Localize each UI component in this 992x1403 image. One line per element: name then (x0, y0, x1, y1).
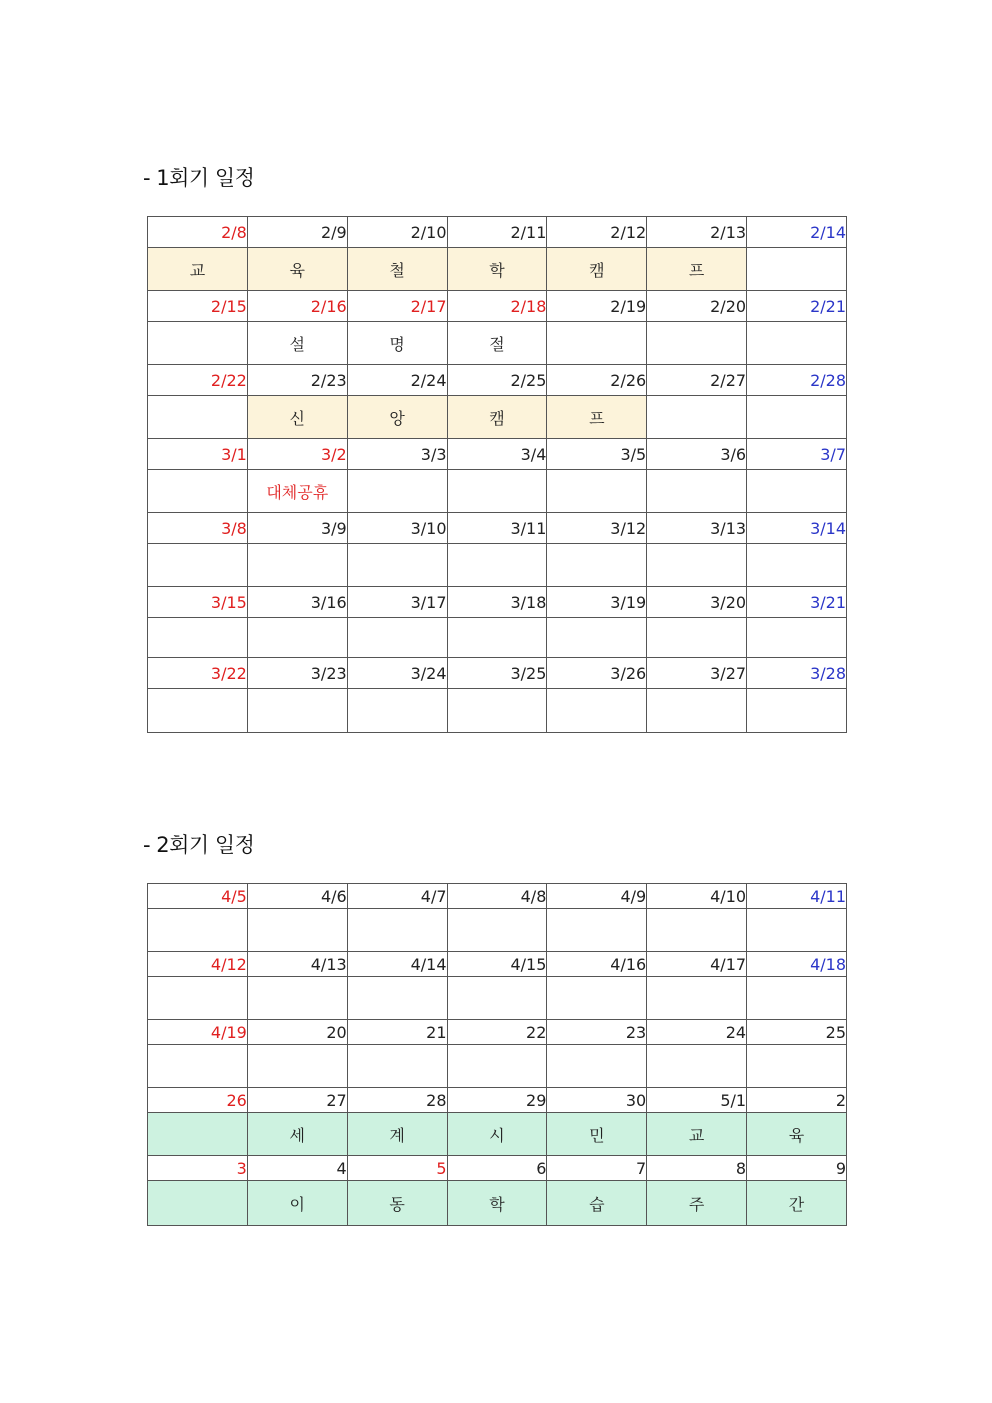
event-label: 대체공휴 (266, 482, 329, 502)
event-row (148, 396, 847, 439)
date-cell: 2/25 (447, 365, 547, 396)
date-row (148, 1088, 847, 1113)
date-cell: 3/1 (148, 439, 248, 470)
event-cell: 육 (747, 1113, 847, 1156)
date-cell: 4/6 (247, 884, 347, 909)
date-cell: 28 (347, 1088, 447, 1113)
date-cell: 3/10 (347, 513, 447, 544)
event-row (148, 248, 847, 291)
event-cell (747, 1045, 847, 1088)
event-cell: 주 (647, 1181, 747, 1226)
date-cell: 4/11 (747, 884, 847, 909)
event-cell: 계 (347, 1113, 447, 1156)
event-cell (148, 1181, 248, 1226)
event-cell: 학 (447, 1181, 547, 1226)
date-cell: 20 (247, 1020, 347, 1045)
event-row (148, 909, 847, 952)
date-cell: 3/12 (547, 513, 647, 544)
event-row (148, 1113, 847, 1156)
date-cell: 2/15 (148, 291, 248, 322)
date-cell: 24 (647, 1020, 747, 1045)
date-cell: 2/27 (647, 365, 747, 396)
event-cell (447, 544, 547, 587)
event-cell (747, 544, 847, 587)
event-cell: 신 (247, 396, 347, 439)
date-row (148, 365, 847, 396)
event-cell (148, 689, 248, 733)
event-cell (247, 618, 347, 658)
date-cell: 2/8 (148, 217, 248, 248)
event-cell (747, 248, 847, 291)
event-cell (547, 689, 647, 733)
date-row (148, 884, 847, 909)
event-cell (247, 977, 347, 1020)
event-cell (347, 544, 447, 587)
event-cell: 이 (247, 1181, 347, 1226)
date-cell: 22 (447, 1020, 547, 1045)
date-cell: 3/28 (747, 658, 847, 689)
date-cell: 4/14 (347, 952, 447, 977)
event-cell (447, 470, 547, 513)
date-cell: 3/15 (148, 587, 248, 618)
event-cell: 육 (247, 248, 347, 291)
event-cell (647, 1045, 747, 1088)
date-cell: 3/4 (447, 439, 547, 470)
date-cell: 5 (347, 1156, 447, 1181)
date-cell: 2/23 (247, 365, 347, 396)
event-cell: 캠 (447, 396, 547, 439)
event-cell (347, 689, 447, 733)
event-cell (347, 977, 447, 1020)
event-cell: 명 (347, 322, 447, 365)
event-cell (647, 322, 747, 365)
date-cell: 3/16 (247, 587, 347, 618)
event-cell (747, 977, 847, 1020)
event-cell (447, 689, 547, 733)
event-cell: 프 (647, 248, 747, 291)
event-cell: 민 (547, 1113, 647, 1156)
date-cell: 3/23 (247, 658, 347, 689)
date-cell: 2/20 (647, 291, 747, 322)
date-cell: 2/12 (547, 217, 647, 248)
date-cell: 4/15 (447, 952, 547, 977)
date-cell: 4/17 (647, 952, 747, 977)
event-cell: 시 (447, 1113, 547, 1156)
event-cell: 간 (747, 1181, 847, 1226)
date-cell: 4/19 (148, 1020, 248, 1045)
date-cell: 29 (447, 1088, 547, 1113)
event-cell (148, 544, 248, 587)
event-cell (148, 618, 248, 658)
date-cell: 3/7 (747, 439, 847, 470)
date-cell: 4/12 (148, 952, 248, 977)
event-row (148, 689, 847, 733)
event-cell (447, 977, 547, 1020)
event-cell (148, 396, 248, 439)
date-cell: 3/20 (647, 587, 747, 618)
event-row (148, 977, 847, 1020)
date-cell: 8 (647, 1156, 747, 1181)
date-cell: 2/28 (747, 365, 847, 396)
date-row (148, 1156, 847, 1181)
event-cell (547, 1045, 647, 1088)
event-cell (647, 544, 747, 587)
date-cell: 4/18 (747, 952, 847, 977)
event-cell (148, 1113, 248, 1156)
date-cell: 2/26 (547, 365, 647, 396)
event-cell (148, 977, 248, 1020)
date-row (148, 217, 847, 248)
event-cell (148, 1045, 248, 1088)
date-cell: 2/11 (447, 217, 547, 248)
date-cell: 2/13 (647, 217, 747, 248)
event-cell (547, 909, 647, 952)
date-cell: 2/17 (347, 291, 447, 322)
date-cell: 3/14 (747, 513, 847, 544)
date-cell: 4/16 (547, 952, 647, 977)
section1-title: - 1회기 일정 (143, 166, 255, 190)
date-row (148, 952, 847, 977)
event-cell (247, 544, 347, 587)
event-row (148, 1181, 847, 1226)
event-cell (247, 1045, 347, 1088)
event-cell (447, 1045, 547, 1088)
date-cell: 3/17 (347, 587, 447, 618)
event-cell (647, 977, 747, 1020)
event-cell (747, 322, 847, 365)
event-cell: 교 (647, 1113, 747, 1156)
event-cell (247, 689, 347, 733)
date-cell: 3/2 (247, 439, 347, 470)
event-cell: 교 (148, 248, 248, 291)
event-row (148, 618, 847, 658)
date-cell: 4 (247, 1156, 347, 1181)
event-cell: 절 (447, 322, 547, 365)
date-cell: 2/9 (247, 217, 347, 248)
date-cell: 26 (148, 1088, 248, 1113)
date-row (148, 658, 847, 689)
event-cell (547, 618, 647, 658)
event-cell (747, 689, 847, 733)
date-cell: 3/27 (647, 658, 747, 689)
date-cell: 3/11 (447, 513, 547, 544)
date-row (148, 1020, 847, 1045)
event-cell (547, 470, 647, 513)
date-cell: 3 (148, 1156, 248, 1181)
event-cell (347, 618, 447, 658)
event-cell: 캠 (547, 248, 647, 291)
date-cell: 2/14 (747, 217, 847, 248)
event-cell (547, 322, 647, 365)
date-cell: 3/22 (148, 658, 248, 689)
event-row (148, 1045, 847, 1088)
event-cell (747, 618, 847, 658)
event-cell (247, 909, 347, 952)
date-cell: 3/8 (148, 513, 248, 544)
date-cell: 3/26 (547, 658, 647, 689)
date-cell: 3/18 (447, 587, 547, 618)
date-cell: 25 (747, 1020, 847, 1045)
event-cell (447, 909, 547, 952)
date-cell: 5/1 (647, 1088, 747, 1113)
date-cell: 2/16 (247, 291, 347, 322)
date-cell: 3/13 (647, 513, 747, 544)
date-cell: 3/19 (547, 587, 647, 618)
event-cell (148, 909, 248, 952)
event-cell: 습 (547, 1181, 647, 1226)
event-cell: 동 (347, 1181, 447, 1226)
date-cell: 3/5 (547, 439, 647, 470)
date-row (148, 439, 847, 470)
date-cell: 2/24 (347, 365, 447, 396)
date-cell: 2/10 (347, 217, 447, 248)
date-cell: 9 (747, 1156, 847, 1181)
event-cell (547, 977, 647, 1020)
section2-title: - 2회기 일정 (143, 833, 255, 857)
date-cell: 3/21 (747, 587, 847, 618)
event-cell (647, 470, 747, 513)
event-cell: 철 (347, 248, 447, 291)
event-cell (747, 909, 847, 952)
date-cell: 2 (747, 1088, 847, 1113)
date-cell: 4/10 (647, 884, 747, 909)
event-cell (347, 470, 447, 513)
date-cell: 3/6 (647, 439, 747, 470)
event-row (148, 470, 847, 513)
schedule-table-1 (147, 216, 847, 733)
event-cell (747, 396, 847, 439)
date-cell: 3/24 (347, 658, 447, 689)
date-cell: 4/9 (547, 884, 647, 909)
event-row (148, 322, 847, 365)
date-cell: 21 (347, 1020, 447, 1045)
event-cell (347, 1045, 447, 1088)
event-cell (647, 689, 747, 733)
date-cell: 3/25 (447, 658, 547, 689)
event-row (148, 544, 847, 587)
event-cell: 학 (447, 248, 547, 291)
schedule-table-2 (147, 883, 847, 1226)
date-cell: 2/22 (148, 365, 248, 396)
date-row (148, 291, 847, 322)
date-cell: 23 (547, 1020, 647, 1045)
date-row (148, 587, 847, 618)
event-cell: 프 (547, 396, 647, 439)
event-cell (148, 322, 248, 365)
date-cell: 30 (547, 1088, 647, 1113)
date-cell: 6 (447, 1156, 547, 1181)
date-cell: 27 (247, 1088, 347, 1113)
event-cell (148, 470, 248, 513)
event-cell: 설 (247, 322, 347, 365)
date-cell: 3/9 (247, 513, 347, 544)
date-row (148, 513, 847, 544)
date-cell: 2/18 (447, 291, 547, 322)
date-cell: 2/19 (547, 291, 647, 322)
date-cell: 7 (547, 1156, 647, 1181)
event-cell (447, 618, 547, 658)
event-cell (647, 909, 747, 952)
event-cell: 앙 (347, 396, 447, 439)
event-cell (647, 396, 747, 439)
event-cell (647, 618, 747, 658)
date-cell: 4/7 (347, 884, 447, 909)
date-cell: 4/13 (247, 952, 347, 977)
date-cell: 4/5 (148, 884, 248, 909)
date-cell: 2/21 (747, 291, 847, 322)
event-cell (747, 470, 847, 513)
date-cell: 4/8 (447, 884, 547, 909)
event-cell (247, 470, 347, 513)
event-cell: 세 (247, 1113, 347, 1156)
event-cell (347, 909, 447, 952)
date-cell: 3/3 (347, 439, 447, 470)
event-cell (547, 544, 647, 587)
